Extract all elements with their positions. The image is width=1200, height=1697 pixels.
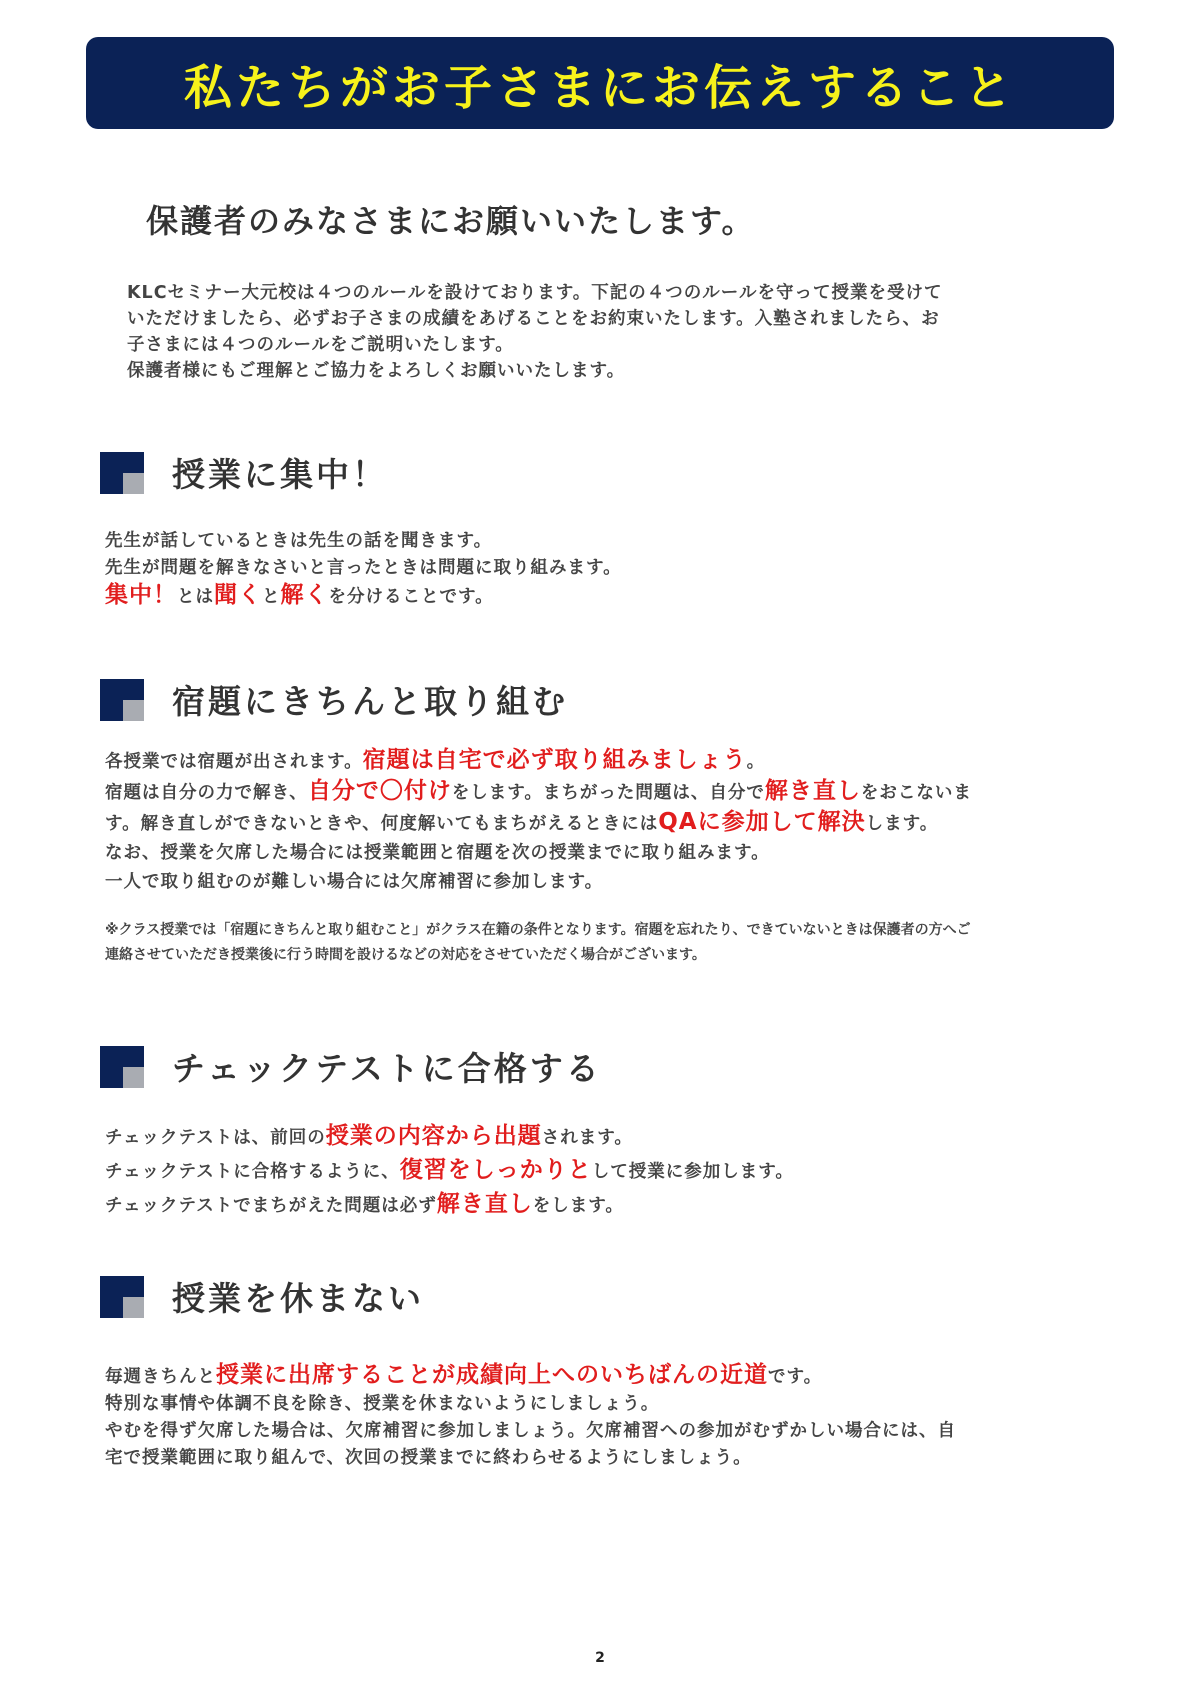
body-text: をします。まちがった問題は、自分で xyxy=(451,783,765,803)
section-heading-homework xyxy=(100,676,568,723)
footnote xyxy=(105,918,1105,968)
body-text: します。 xyxy=(865,814,939,834)
emphasis-text: 授業の内容から出題 xyxy=(325,1123,542,1149)
section-heading-attendance xyxy=(100,1273,424,1320)
body-line xyxy=(105,777,1105,808)
section-heading-check-test xyxy=(100,1043,602,1090)
intro-line: 保護者様にもご理解とご協力をよろしくお願いいたします。 xyxy=(127,361,626,381)
body-line xyxy=(105,582,1105,611)
intro-line: いただけましたら、必ずお子さまの成績をあげることをお約束いたします。入塾されましたら、お xyxy=(127,309,940,329)
body-text: 。 xyxy=(746,752,766,772)
emphasis-text: 授業に出席することが成績向上へのいちばんの近道 xyxy=(216,1362,768,1388)
body-line xyxy=(105,808,1105,839)
section-heading-focus xyxy=(100,449,388,496)
body-line: 先生が話しているときは先生の話を聞きます。 xyxy=(105,531,493,551)
emphasis-text: 解き直し xyxy=(764,778,861,804)
body-text: です。 xyxy=(768,1367,823,1387)
subtitle: 保護者のみなさまにお願いいたします。 xyxy=(146,202,756,240)
body-line: 先生が問題を解きなさいと言ったときは問題に取り組みます。 xyxy=(105,558,622,578)
section-body-focus xyxy=(105,528,1105,611)
body-line xyxy=(105,1188,1105,1222)
emphasis-text: 集中！ xyxy=(105,582,177,608)
intro-line: KLCセミナー大元校は４つのルールを設けております。下記の４つのルールを守って授業を受けて xyxy=(127,283,943,303)
two-tone-square-icon xyxy=(100,1276,144,1318)
emphasis-text: 解く xyxy=(280,582,329,608)
page-title: 私たちがお子さまにお伝えすること xyxy=(183,59,1016,116)
body-text: されます。 xyxy=(541,1128,633,1148)
body-line: 特別な事情や体調不良を除き、授業を休まないようにしましょう。 xyxy=(105,1394,660,1414)
section-body-check-test xyxy=(105,1120,1105,1222)
two-tone-square-icon xyxy=(100,679,144,721)
note-line: 連絡させていただき授業後に行う時間を設けるなどの対応をさせていただく場合がございます。 xyxy=(105,947,706,963)
body-text: とは xyxy=(177,587,214,607)
body-text: をおこないま xyxy=(860,783,972,803)
intro-line: 子さまには４つのルールをご説明いたします。 xyxy=(127,335,514,355)
emphasis-text: QAに参加して解決 xyxy=(658,809,866,835)
emphasis-text: 自分で〇付け xyxy=(307,778,452,804)
section-title: 授業を休まない xyxy=(172,1279,424,1318)
body-line: なお、授業を欠席した場合には授業範囲と宿題を次の授業までに取り組みます。 xyxy=(105,843,770,863)
section-body-homework xyxy=(105,746,1105,897)
body-text: チェックテストは、前回の xyxy=(105,1128,326,1148)
body-text: 毎週きちんと xyxy=(105,1367,216,1387)
intro-paragraph xyxy=(127,280,1087,384)
body-line xyxy=(105,1154,1105,1188)
title-banner xyxy=(86,37,1114,129)
body-text: して授業に参加します。 xyxy=(591,1162,794,1182)
body-text: 宿題は自分の力で解き、 xyxy=(105,783,308,803)
section-title: チェックテストに合格する xyxy=(172,1049,602,1088)
body-text: 各授業では宿題が出されます。 xyxy=(105,752,363,772)
note-line: ※クラス授業では「宿題にきちんと取り組むこと」がクラス在籍の条件となります。宿題を忘れたり、できていないときは保護者の方へご xyxy=(105,922,971,938)
body-line: やむを得ず欠席した場合は、欠席補習に参加しましょう。欠席補習への参加がむずかしい場合には、自 xyxy=(105,1421,956,1441)
body-line: 宅で授業範囲に取り組んで、次回の授業までに終わらせるようにしましょう。 xyxy=(105,1448,752,1468)
body-text: チェックテストでまちがえた問題は必ず xyxy=(105,1196,437,1216)
body-line xyxy=(105,746,1105,777)
two-tone-square-icon xyxy=(100,452,144,494)
body-text: す。解き直しができないときや、何度解いてもまちがえるときには xyxy=(105,814,659,834)
section-body-attendance xyxy=(105,1362,1105,1472)
emphasis-text: 復習をしっかりと xyxy=(399,1157,592,1183)
emphasis-text: 宿題は自宅で必ず取り組みましょう xyxy=(362,747,747,773)
body-text: と xyxy=(262,587,281,607)
body-line xyxy=(105,1120,1105,1154)
body-text: チェックテストに合格するように、 xyxy=(105,1162,400,1182)
emphasis-text: 解き直し xyxy=(436,1191,533,1217)
section-title: 宿題にきちんと取り組む xyxy=(172,682,568,721)
two-tone-square-icon xyxy=(100,1046,144,1088)
section-title: 授業に集中！ xyxy=(172,455,388,494)
body-line xyxy=(105,1362,1105,1391)
page-number: 2 xyxy=(595,1650,605,1666)
body-line: 一人で取り組むのが難しい場合には欠席補習に参加します。 xyxy=(105,872,604,892)
body-text: を分けることです。 xyxy=(328,587,494,607)
body-text: をします。 xyxy=(532,1196,624,1216)
emphasis-text: 聞く xyxy=(214,582,262,608)
